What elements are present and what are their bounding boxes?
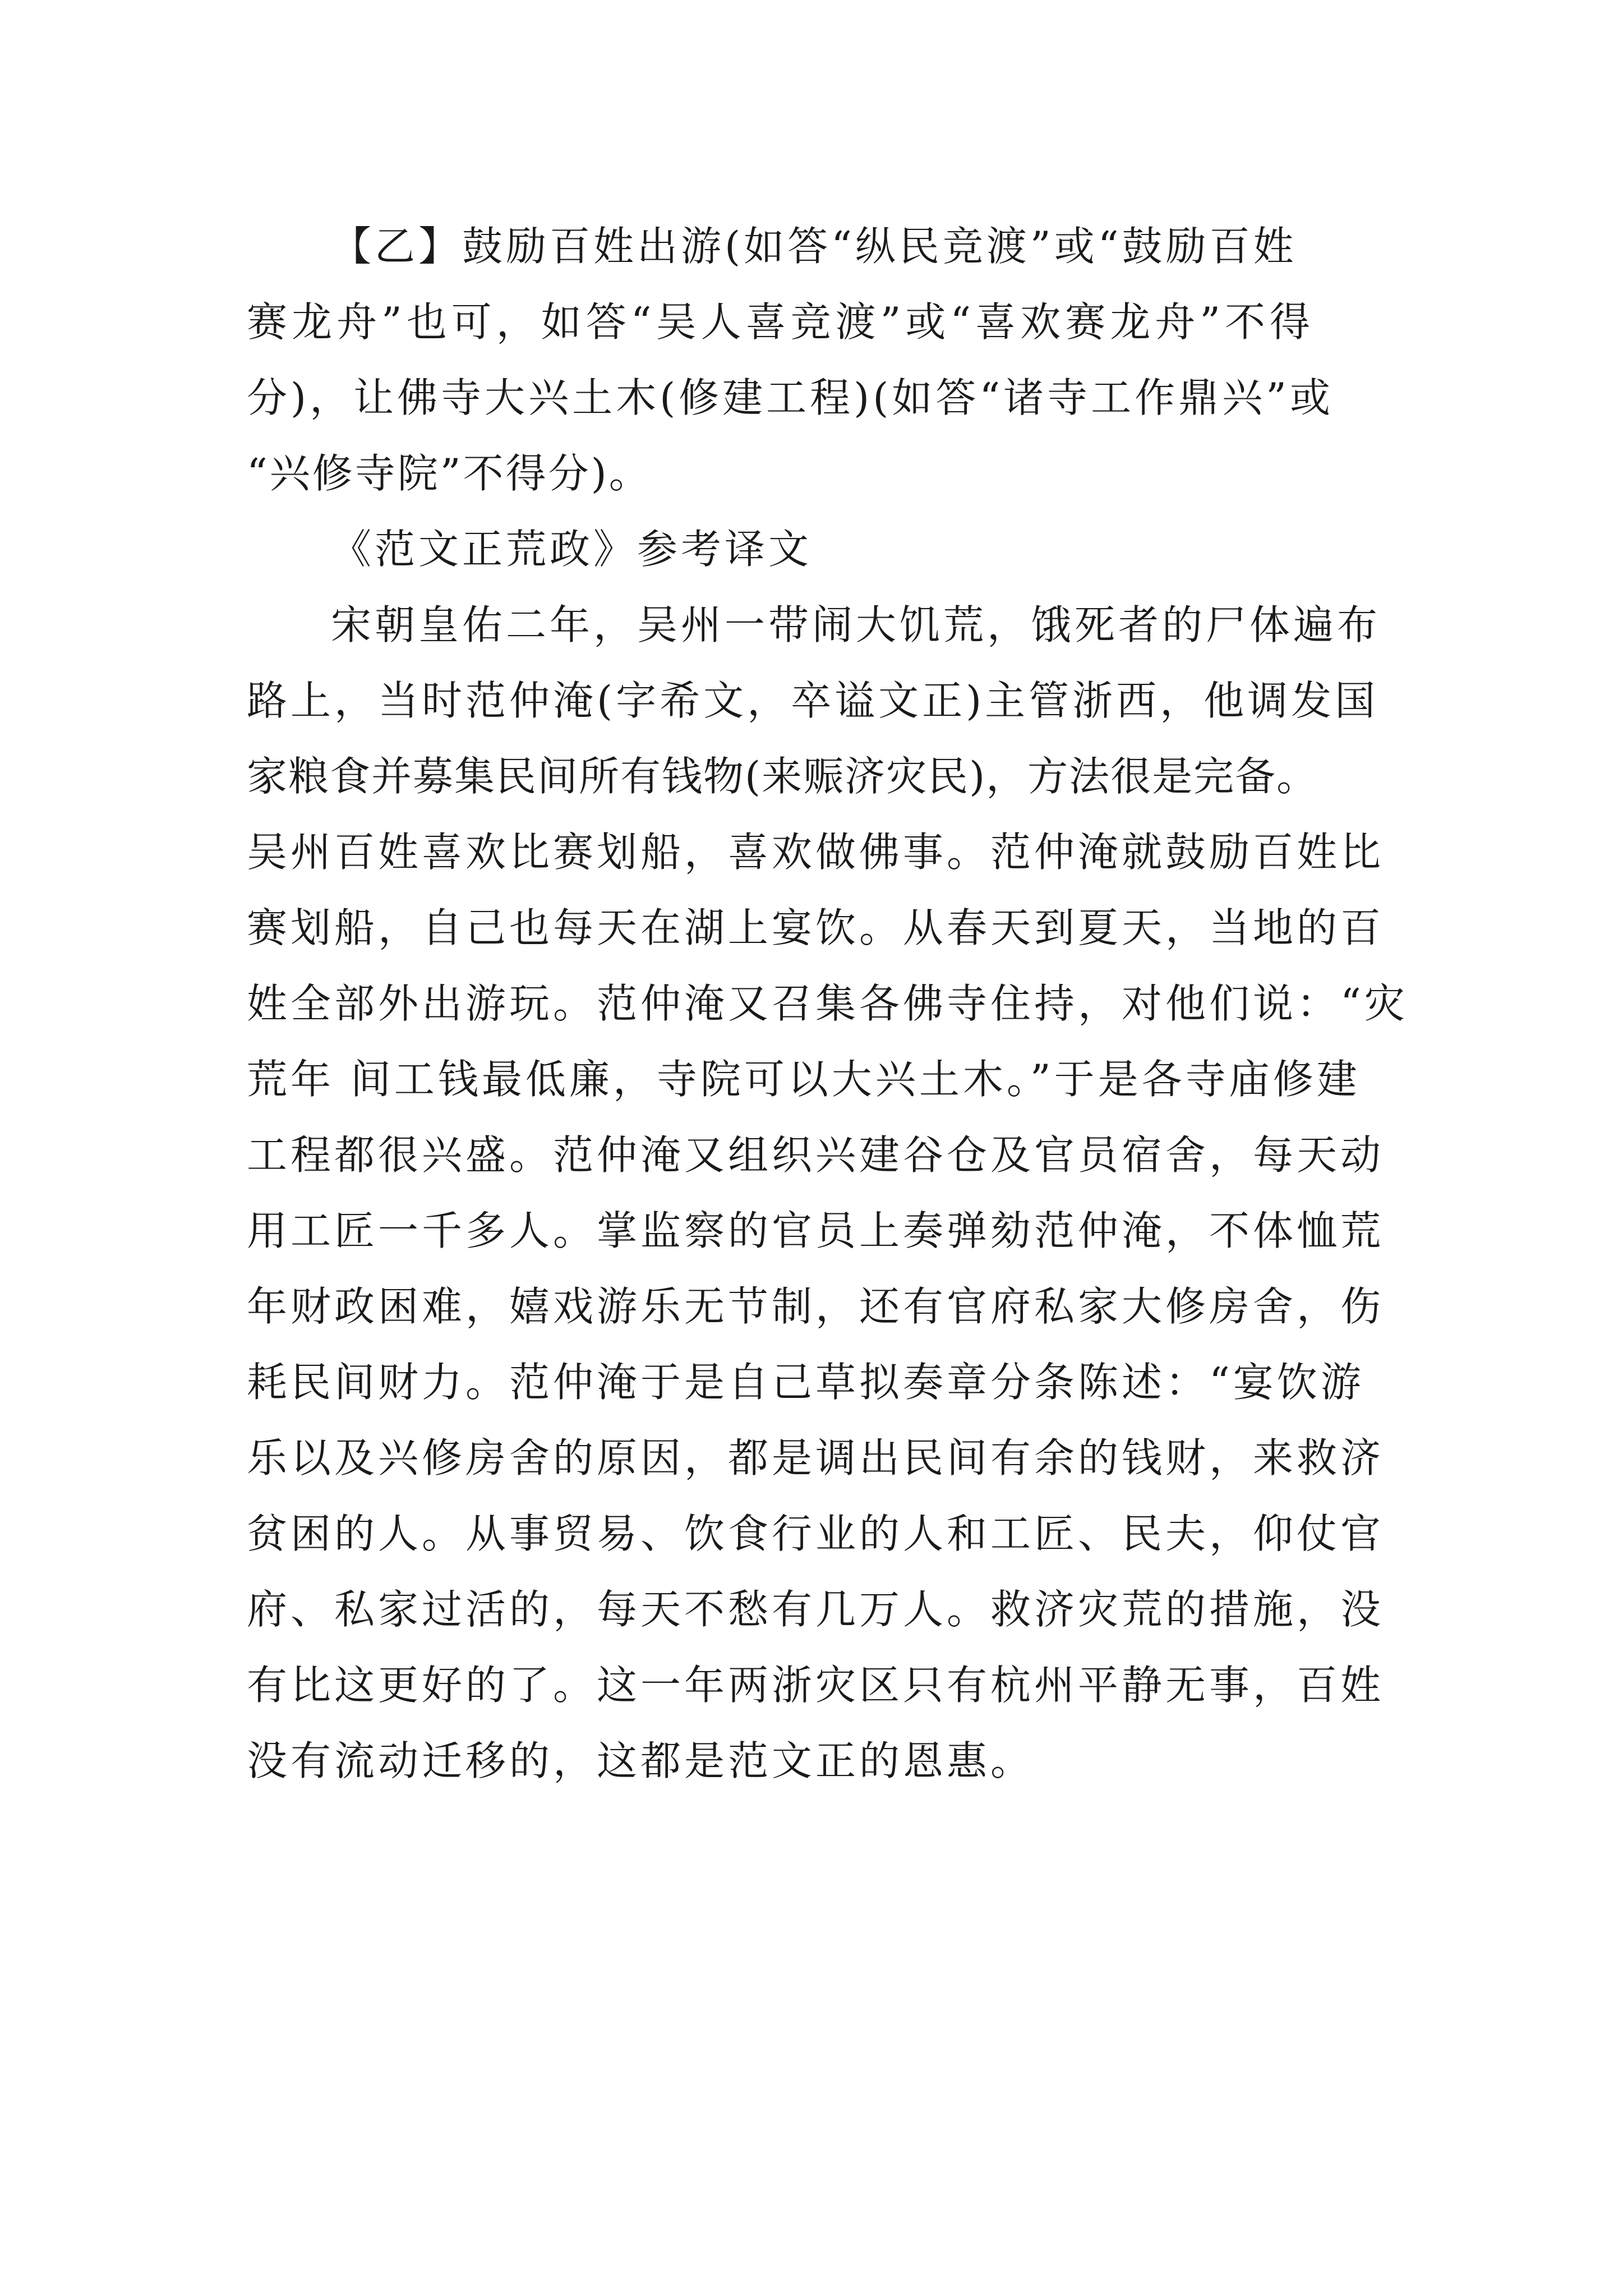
translation-line: 有比这更好的了。这一年两浙灾区只有杭州平静无事，百姓: [247, 1662, 1385, 1709]
translation-line: 没有流动迁移的，这都是范文正的恩惠。: [247, 1737, 1035, 1784]
translation-line: 吴州百姓喜欢比赛划船，喜欢做佛事。范仲淹就鼓励百姓比: [247, 829, 1385, 876]
translation-line: 宋朝皇佑二年，吴州一带闹大饥荒，饿死者的尸体遍布: [331, 601, 1381, 648]
translation-line: 荒年 间工钱最低廉，寺院可以大兴土木。”于是各寺庙修建: [247, 1056, 1361, 1103]
answer-paragraph: [247, 209, 1396, 512]
translation-heading: 《范文正荒政》参考译文: [331, 526, 813, 573]
translation-line: 姓全部外出游玩。范仲淹又召集各佛寺住持，对他们说：“灾: [247, 980, 1408, 1027]
answer-line: 【乙】鼓励百姓出游(如答“纵民竞渡”或“鼓励百姓: [331, 223, 1297, 270]
translation-line: 家粮食并募集民间所有钱物(来赈济灾民)，方法很是完备。: [247, 753, 1318, 800]
translation-line: 工程都很兴盛。范仲淹又组织兴建谷仓及官员宿舍，每天动: [247, 1131, 1385, 1179]
translation-line: 赛划船，自己也每天在湖上宴饮。从春天到夏天，当地的百: [247, 904, 1385, 951]
answer-line: 赛龙舟”也可，如答“吴人喜竞渡”或“喜欢赛龙舟”不得: [247, 298, 1315, 346]
answer-line: “兴修寺院”不得分)。: [247, 450, 652, 497]
translation-line: 用工匠一千多人。掌监察的官员上奏弹劾范仲淹，不体恤荒: [247, 1207, 1385, 1254]
translation-paragraph: [247, 587, 1408, 1799]
translation-line: 乐以及兴修房舍的原因，都是调出民间有余的钱财，来救济: [247, 1434, 1385, 1481]
translation-line: 耗民间财力。范仲淹于是自己草拟奏章分条陈述：“宴饮游: [247, 1359, 1364, 1406]
answer-line: 分)，让佛寺大兴土木(修建工程)(如答“诸寺工作鼎兴”或: [247, 374, 1334, 421]
translation-line: 路上，当时范仲淹(字希文，卒谥文正)主管浙西，他调发国: [247, 677, 1379, 724]
text-body: [247, 209, 1408, 1799]
translation-line: 贫困的人。从事贸易、饮食行业的人和工匠、民夫，仰仗官: [247, 1510, 1385, 1557]
translation-line: 府、私家过活的，每天不愁有几万人。救济灾荒的措施，没: [247, 1586, 1385, 1633]
translation-line: 年财政困难，嬉戏游乐无节制，还有官府私家大修房舍，伤: [247, 1283, 1385, 1330]
